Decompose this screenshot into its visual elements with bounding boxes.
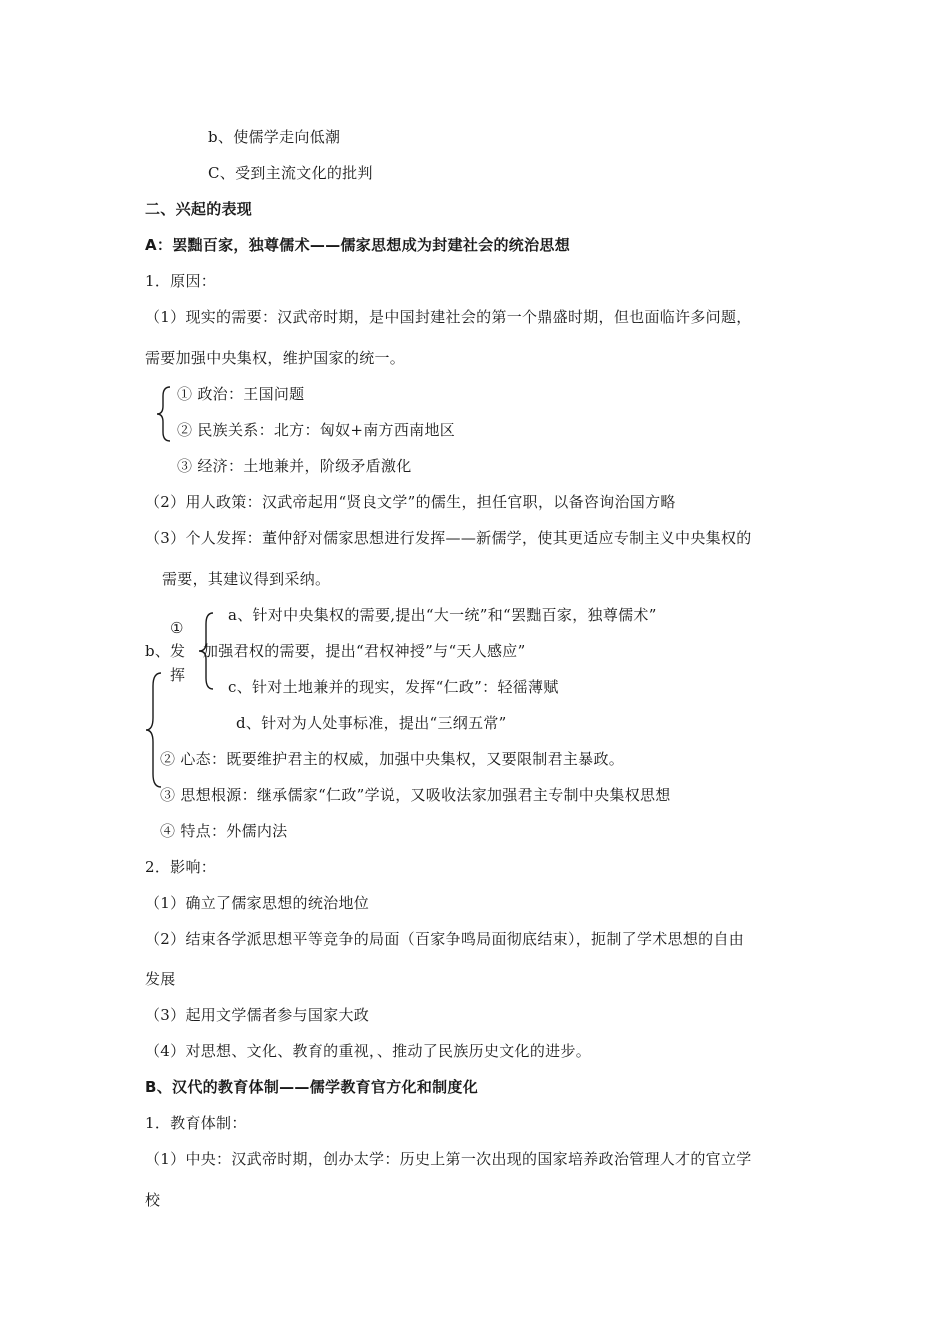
left-brace-problems xyxy=(154,384,174,444)
develop-item-d: d、针对为人处事标准，提出“三纲五常” xyxy=(236,714,507,732)
education-1-line-2: 校 xyxy=(145,1191,161,1209)
develop-item-c: c、针对土地兼并的现实，发挥“仁政”：轻徭薄赋 xyxy=(228,678,559,696)
subsection-heading-b: B、汉代的教育体制——儒学教育官方化和制度化 xyxy=(145,1078,479,1096)
develop-char-3: 挥 xyxy=(170,666,186,684)
reason-1-line-1: （1）现实的需要：汉武帝时期，是中国封建社会的第一个鼎盛时期，但也面临许多问题， xyxy=(145,308,752,326)
point-feature: ④ 特点：外儒内法 xyxy=(160,822,288,840)
problem-ethnic: ② 民族关系：北方：匈奴+南方西南地区 xyxy=(177,421,456,439)
problem-politics: ① 政治：王国问题 xyxy=(177,385,305,403)
impact-2-line-2: 发展 xyxy=(145,970,176,988)
impact-title: 2．影响： xyxy=(145,858,217,876)
problem-economy: ③ 经济：土地兼并，阶级矛盾激化 xyxy=(177,457,412,475)
reason-title: 1．原因： xyxy=(145,272,217,290)
reason-3-line-1: （3）个人发挥：董仲舒对儒家思想进行发挥——新儒学，使其更适应专制主义中央集权的 xyxy=(145,529,752,547)
reason-1-line-2: 需要加强中央集权，维护国家的统一。 xyxy=(145,349,406,367)
education-1-line-1: （1）中央：汉武帝时期，创办太学：历史上第一次出现的国家培养政治管理人才的官立学 xyxy=(145,1150,752,1168)
reason-3-line-2: 需要，其建议得到采纳。 xyxy=(162,570,331,588)
develop-char-2: 发 xyxy=(170,642,186,660)
reason-2: （2）用人政策：汉武帝起用“贤良文学”的儒生，担任官职，以备咨询治国方略 xyxy=(145,493,676,511)
develop-item-b: 加强君权的需要，提出“君权神授”与“天人感应” xyxy=(203,642,526,660)
develop-char-1: ① xyxy=(170,619,184,637)
text-line-c-criticism: C、受到主流文化的批判 xyxy=(208,164,373,182)
point-origin: ③ 思想根源：继承儒家“仁政”学说，又吸收法家加强君主专制中央集权思想 xyxy=(160,786,671,804)
impact-1: （1）确立了儒家思想的统治地位 xyxy=(145,894,370,912)
left-brace-points xyxy=(143,670,165,790)
education-title: 1．教育体制： xyxy=(145,1114,247,1132)
subsection-heading-a: A：罢黜百家，独尊儒术——儒家思想成为封建社会的统治思想 xyxy=(145,236,571,254)
impact-3: （3）起用文学儒者参与国家大政 xyxy=(145,1006,370,1024)
impact-4: （4）对思想、文化、教育的重视，、推动了民族历史文化的进步。 xyxy=(145,1042,592,1060)
impact-2-line-1: （2）结束各学派思想平等竞争的局面（百家争鸣局面彻底结束），扼制了学术思想的自由 xyxy=(145,930,745,948)
text-line-b-decline: b、使儒学走向低潮 xyxy=(208,128,341,146)
point-mindset: ② 心态：既要维护君主的权威，加强中央集权，又要限制君主暴政。 xyxy=(160,750,625,768)
develop-item-a: a、针对中央集权的需要,提出“大一统”和“罢黜百家，独尊儒术” xyxy=(228,606,657,624)
section-heading-rise: 二、兴起的表现 xyxy=(145,200,253,218)
b-label: b、 xyxy=(145,642,171,660)
